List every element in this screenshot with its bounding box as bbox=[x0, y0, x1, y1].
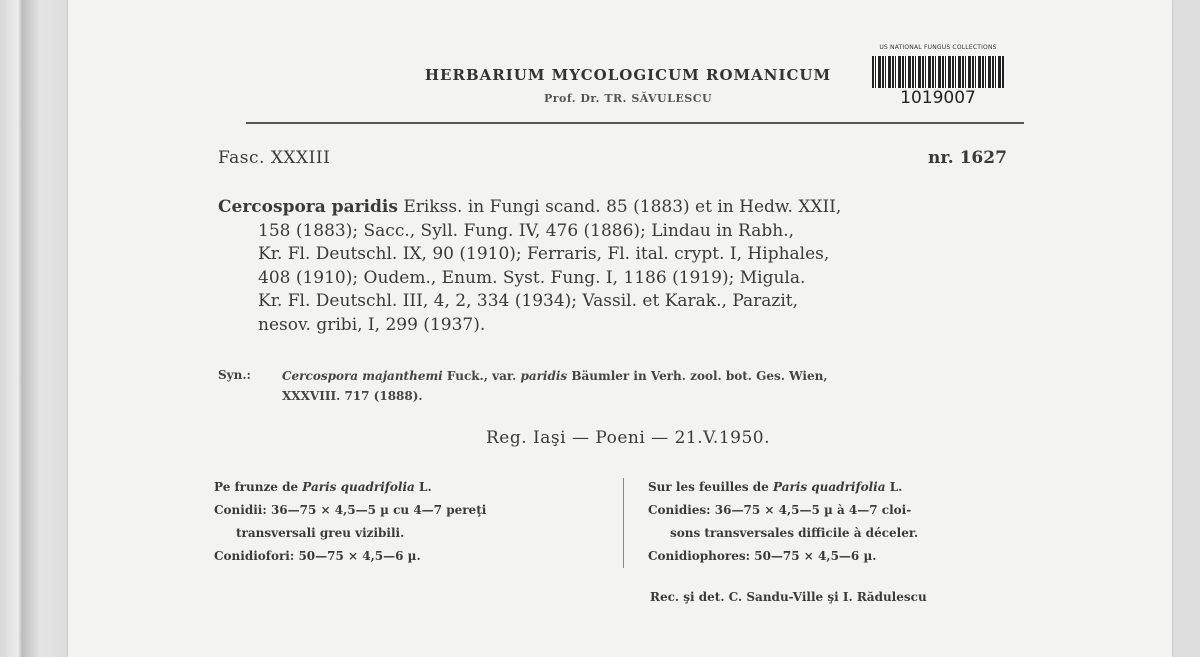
citation-line: Kr. Fl. Deutschl. IX, 90 (1910); Ferraris, Fl. ital. crypt. I, Hiphales, bbox=[258, 244, 830, 264]
herbarium-title: HERBARIUM MYCOLOGICUM ROMANICUM bbox=[424, 66, 832, 84]
conidiophores-line: Conidiophores: 50—75 × 4,5—6 µ. bbox=[648, 549, 877, 563]
description-french bbox=[648, 476, 1048, 568]
locality: Reg. Iaşi — Poeni — 21.V.1950. bbox=[485, 428, 771, 448]
species-citation bbox=[218, 196, 1018, 337]
conidiophores-line: Conidiofori: 50—75 × 4,5—6 µ. bbox=[214, 549, 421, 563]
synonym-line: Cercospora majanthemi Fuck., var. paridis Bäumler in Verh. zool. bot. Ges. Wien, bbox=[282, 369, 828, 383]
host-name: Paris quadrifolia bbox=[302, 480, 415, 494]
herbarium-subtitle: Prof. Dr. TR. SĂVULESCU bbox=[543, 92, 713, 105]
citation-line: Cercospora paridis Erikss. in Fungi scand. 85 (1883) et in Hedw. XXII, bbox=[218, 197, 842, 217]
host-name: Paris quadrifolia bbox=[773, 480, 886, 494]
citation-line: 408 (1910); Oudem., Enum. Syst. Fung. I, 1186 (1919); Migula. bbox=[258, 267, 806, 288]
description-romanian bbox=[214, 476, 614, 568]
conidia-line-2: sons transversales difficile à déceler. bbox=[670, 526, 919, 540]
specimen-number: nr. 1627 bbox=[928, 148, 1007, 168]
header-divider bbox=[246, 122, 1024, 124]
conidia-line: Conidii: 36—75 × 4,5—5 µ cu 4—7 pereţi bbox=[214, 503, 487, 517]
host-line: Sur les feuilles de Paris quadrifolia L. bbox=[648, 480, 903, 494]
citation-line: Kr. Fl. Deutschl. III, 4, 2, 334 (1934); Vassil. et Karak., Parazit, bbox=[258, 291, 799, 311]
barcode-number: 1019007 bbox=[900, 88, 976, 108]
barcode-label bbox=[858, 44, 1018, 114]
conidia-line: Conidies: 36—75 × 4,5—5 µ à 4—7 cloi- bbox=[648, 503, 912, 517]
barcode-institution: US NATIONAL FUNGUS COLLECTIONS bbox=[879, 44, 997, 51]
citation-line: 158 (1883); Sacc., Syll. Fung. IV, 476 (1886); Lindau in Rabh., bbox=[258, 220, 794, 241]
synonym-text bbox=[282, 366, 1022, 406]
synonym-name: Cercospora majanthemi bbox=[282, 369, 443, 383]
column-divider bbox=[623, 478, 624, 568]
synonym-variety: paridis bbox=[520, 369, 568, 383]
fascicle: Fasc. XXXIII bbox=[218, 148, 331, 168]
host-line: Pe frunze de Paris quadrifolia L. bbox=[214, 480, 432, 494]
conidia-line-2: transversali greu vizibili. bbox=[236, 526, 405, 540]
collectors: Rec. şi det. C. Sandu-Ville şi I. Rădulescu bbox=[650, 590, 927, 604]
synonym-line-2: XXXVIII. 717 (1888). bbox=[282, 389, 423, 403]
barcode-icon bbox=[872, 56, 1004, 88]
herbarium-label bbox=[68, 0, 1172, 657]
species-name: Cercospora paridis bbox=[218, 197, 398, 217]
synonym-label: Syn.: bbox=[218, 368, 251, 382]
citation-line: nesov. gribi, I, 299 (1937). bbox=[258, 314, 486, 335]
